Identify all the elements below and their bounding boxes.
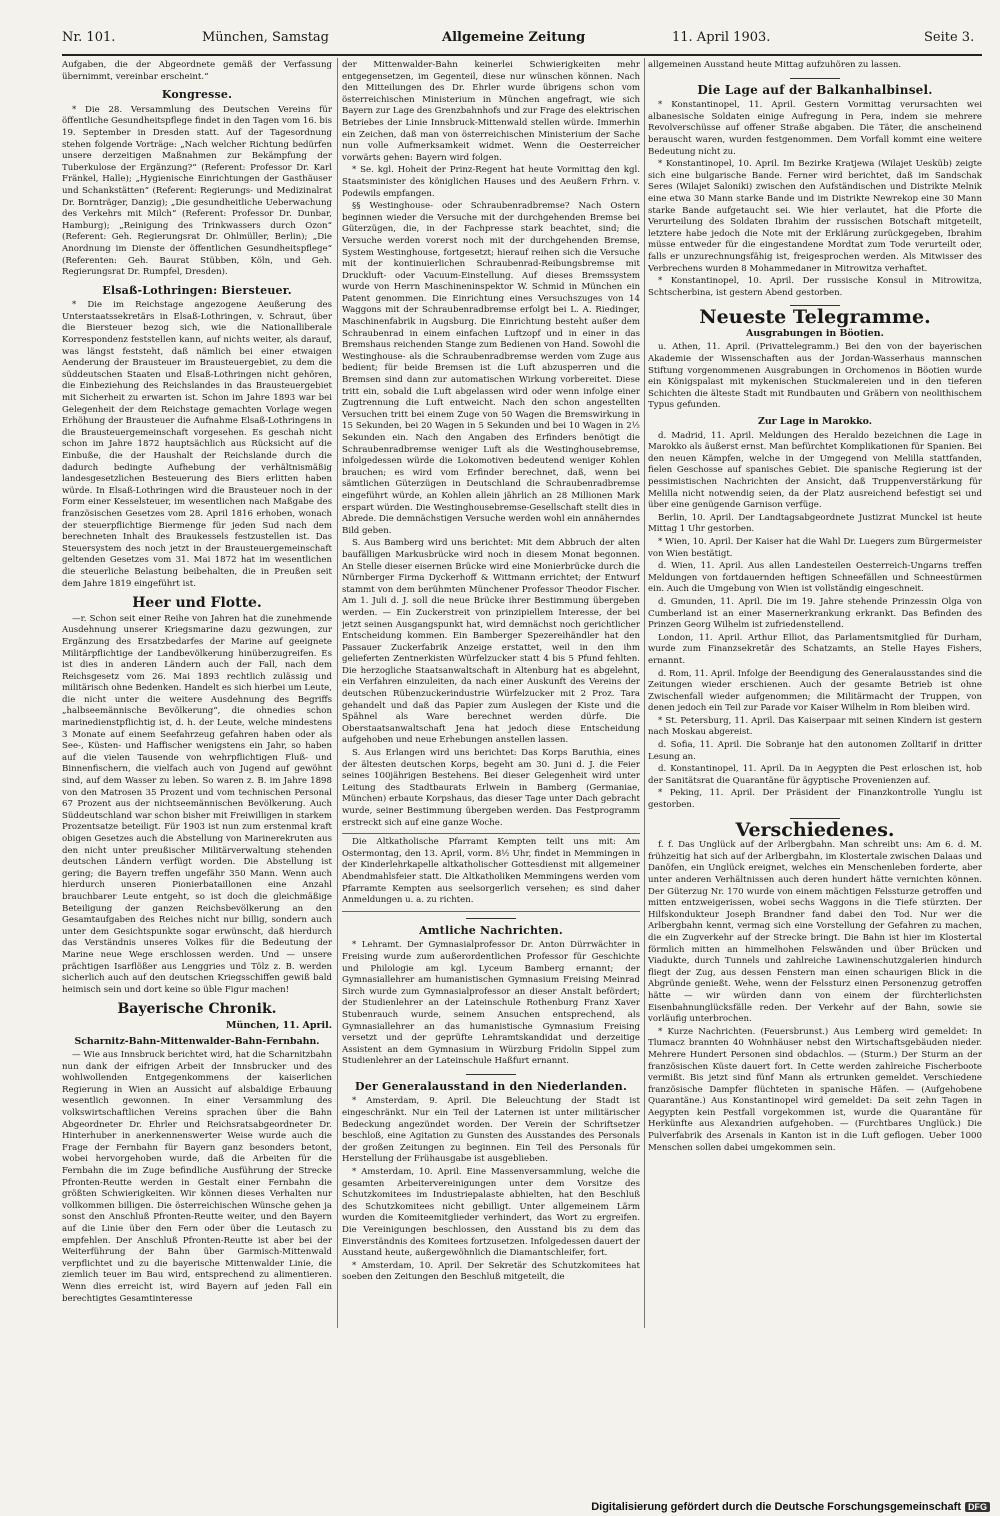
page-number: Seite 3.	[924, 30, 975, 45]
telegram-peking: * Peking, 11. April. Der Präsident der Finanzkontrolle Yunglu ist gestorben.	[648, 788, 982, 811]
column-2	[342, 60, 640, 1320]
heading-heer-flotte: Heer und Flotte.	[132, 595, 262, 612]
col2-continuation: der Mittenwalder-Bahn keinerlei Schwierigkeiten mehr entgegensetzen, im Gegenteil, diese nur wünschen können. Nach den Mitteilungen des Dr. Ehrler wurde übrigens schon vom österreichischen Ministerium in München angefragt, wie sich Bayern zur Lage des Grenzbahnhofs und zur Frage des elektrischen Betriebes der Linie Innsbruck-Mittenwald stellen würde. Immerhin ein Zeichen, daß man von österreichischen Ministerium der Sache nun volle Aufmerksamkeit widmet. Wenn die Oesterreicher vorwärts gehen: Bayern wird folgen.	[342, 60, 640, 163]
heading-amtliche-nachrichten: Amtliche Nachrichten.	[419, 923, 563, 937]
article-kongresse: * Die 28. Versammlung des Deutschen Vereins für öffentliche Gesundheitspflege findet in den Tagen vom 16. bis 19. September in Dresden statt. Auf der Tagesordnung stehen folgende Vorträge: „Nach welcher Richtung bedürfen unsere derzeitigen Maßnahmen zur Bekämpfung der Tuberkulose der Ergänzung?“ (Referent: Professor Dr. Karl Fränkel, Halle); „Hygienische Einrichtungen der Gasthäuser und Schankstätten“ (Referent: Regierungs- und Medizinalrat Dr. Bornträger, Danzig); „Die gesundheitliche Ueberwachung des Verkehrs mit Milch“ (Referent: Professor Dr. Dunbar, Hamburg); „Reinigung des Trinkwassers durch Ozon“ (Referent: Geh. Regierungsrat Dr. Ohlmüller, Berlin); „Die Anordnung im Dienste der öffentlichen Gesundheitspflege“ (Referenten: Geh. Baurat Stübben, Köln, und Geh. Regierungsrat Dr. Rumpfel, Dresden).	[62, 104, 332, 278]
telegram-wien-2: d. Wien, 11. April. Aus allen Landesteilen Oesterreich-Ungarns treffen Meldungen von fortdauernden heftigen Schneefällen und Schneestürmen ein. Auch die Umgebung von Wien ist vollständig eingeschneit.	[648, 561, 982, 595]
heading-elsass: Elsaß-Lothringen: Biersteuer.	[102, 283, 292, 297]
heading-verschiedenes: Verschiedenes.	[735, 818, 895, 841]
heading-generalausstand: Der Generalausstand in den Niederlanden.	[355, 1079, 627, 1093]
article-konstantinopel-3: * Konstantinopel, 10. April. Der russische Konsul in Mitrowitza, Schtscherbina, ist gestern Abend gestorben.	[648, 276, 982, 298]
article-prinzregent: * Se. kgl. Hoheit der Prinz-Regent hat heute Vormittag den kgl. Staatsminister des königlichen Hauses und des Aeußern Frhrn. v. Podewils empfangen.	[342, 165, 640, 199]
dfg-logo: DFG	[965, 1502, 990, 1512]
issue-number: Nr. 101.	[62, 30, 116, 45]
telegram-sofia: d. Sofia, 11. April. Die Sobranje hat den autonomen Zolltarif in dritter Lesung an.	[648, 740, 982, 762]
column-3	[648, 60, 982, 1320]
section-rule	[466, 918, 516, 919]
telegram-athen: u. Athen, 11. April. (Privattelegramm.) Bei den von der bayerischen Akademie der Wissenschaften aus der Jordan-Wasserhaus mannschen Stiftung vorgenommenen Ausgrabungen in Orchomenos in Böotien wurde ein Königspalast mit mykenischen Stuckmalereien und in den tieferen Schichten die älteste Stadt mit Rundbauten und Gräbern von neolithischem Typus gefunden.	[648, 342, 982, 411]
newspaper-title: Allgemeine Zeitung	[442, 30, 586, 45]
heading-balkan: Die Lage auf der Balkanhalbinsel.	[697, 82, 933, 97]
column-divider-1	[337, 58, 338, 1328]
heading-marokko: Zur Lage in Marokko.	[758, 416, 872, 428]
article-amsterdam-1: * Amsterdam, 9. April. Die Beleuchtung der Stadt ist eingeschränkt. Nur ein Teil der Laternen ist unter militärischer Bedeckung angezündet worden. Der Verein der Schriftsetzer beschloß, eine Agitation zu Gunsten des Ausstandes des Personals der großen Zeitungen zu beginnen. Ein Teil des Personals für Herstellung der Frühausgabe ist ausgeblieben.	[342, 1096, 640, 1165]
article-amsterdam-2: * Amsterdam, 10. April. Eine Massenversammlung, welche die gesamten Arbeitervereinigungen unter dem Vorsitze des Schutzkomitees im Industriepalaste abhielten, hat den Beschluß des Schutzkomitees nicht gebilligt. Unter allgemeinem Lärm wurden die Komiteemitglieder verhindert, das Wort zu ergreifen. Die Vereinigungen beschlossen, den Ausstand bis zu dem das Einverständnis des Komitees fortzusetzen. Infolgedessen dauert der Ausstand heute, außergewöhnlich die Diamantschleifer, fort.	[342, 1167, 640, 1259]
issue-date: 11. April 1903.	[672, 30, 771, 45]
telegram-madrid: d. Madrid, 11. April. Meldungen des Heraldo bezeichnen die Lage in Marokko als äußerst ernst. Man befürchtet Komplikationen für Spanien. Bei den neuen Kämpfen, welche in der Umgegend von Melilla stattfanden, fielen Geschosse auf spanisches Gebiet. Die spanische Regierung ist der pessimistischen Nachrichten der Ansicht, daß Truppenverstärkung für Melilla nicht notwendig seien, da der Platz ausreichend befestigt sei und über eine genügende Garnison verfüge.	[648, 430, 982, 511]
article-bamberg: S. Aus Bamberg wird uns berichtet: Mit dem Abbruch der alten baufälligen Markusbrücke wird noch in diesem Monat begonnen. An Stelle dieser eisernen Brücke wird eine Monierbrücke durch die Nürnberger Firma Dyckerhoff & Wittmann errichtet; der Entwurf stammt von dem berühmten Münchener Professor Theodor Fischer. Am 1. Juli d. J. soll die neue Brücke ihrer Bestimmung übergeben werden. — Ein Zuckerstreit von prinzipiellem Interesse, der bei jetzt seinen Ausgangspunkt hat, wird demnächst noch gerichtlicher Entscheidung kommen. Ein Bamberger Spezereihändler hat den Passauer Zuckerfabrik Anzeige erstattet, weil in den ihm gelieferten Zentnerkisten Würfelzucker statt 4 bis 5 Pfund fehlten. Die herzogliche Staatsanwaltschaft in Altenburg hat es abgelehnt, ein Verfahren einzuleiten, da nach einer Auskunft des Vereins der deutschen Rübenzuckerindustrie Würfelzucker mit 2 Proz. Tara gehandelt und daß das Papier zum Auslegen der Kiste und die Spähnel als Ware berechnet werden dürfe. Die Oberstaatsanwaltschaft Jena hat jedoch diese Entscheidung aufgehoben und neue Erhebungen anstellen lassen.	[342, 538, 640, 746]
telegram-rom: d. Rom, 11. April. Infolge der Beendigung des Generalausstandes sind die Zeitungen wieder erschienen. Auch der gesamte Betrieb ist ohne Zwischenfall wieder aufgenommen; die Militärmacht der Truppen, von denen jedoch ein Teil zur Parade vor Kaiser Wilhelm in Rom bleiben wird.	[648, 668, 982, 714]
article-konstantinopel-2: * Konstantinopel, 10. April. Im Bezirke Kratjewa (Wilajet Uesküb) zeigte sich eine bulgarische Bande. Ferner wird berichtet, daß im Sandschak Seres (Wilajet Saloniki) zwischen den Aufständischen und Distrikte Melnik eine etwa 30 Mann starke Bande und im Distrikte Newrekop eine 30 Mann starke Bande aufgetaucht sei. Wie hier verlautet, hat die Pforte die Verurteilung des Soldaten Ibrahim der russischen Botschaft mitgeteilt, letztere habe jedoch die Note mit der Erklärung zurückgegeben, Ibrahim müsse entweder für die eingestandene Mordtat zum Tode verurteilt oder, falls er unzurechnungsfähig ist, freigesprochen werden. Als Mitwisser des Verbrechens wurden 8 Mohammedaner in Mitrowitza verhaftet.	[648, 159, 982, 274]
footer-text: Digitalisierung gefördert durch die Deutsche Forschungsgemeinschaft	[591, 1501, 961, 1513]
article-scharnitz: — Wie aus Innsbruck berichtet wird, hat die Scharnitzbahn nun dank der eifrigen Arbeit der Innsbrucker und des wohlwollenden Entgegenkommens der kaiserlichen Regierung in Wien an Aussicht auf alsbaldige Erbauung wesentlich gewonnen. In einer Versammlung des volkswirtschaftlichen Vereins sprachen über die Bahn Abgeordneter Dr. Ehrler und Reichsratsabgeordneter Dr. Hinterhuber in anerkennenswerter Weise wurde auch die Frage der Fernbahn für Bayern ganz besonders betont, wobei hervorgehoben wurde, daß die Arbeiten für die Fernbahn die im Zuge befindliche Ausführung der Strecke Pfronten-Reutte werden in Gestalt einer Fernbahn die größten Schwierigkeiten. Wir können dieses Verhalten nur vollkommen billigen. Die österreichischen Wünsche gehen ja sonst den Anschluß Pfronten-Reutte weiter, und den Bayern auf die Linie über den Fern oder über die Leutasch zu empfehlen. Der Anschluß Pfronten-Reutte ist aber bei der Weiterführung der Bahn über Garmisch-Mittenwald verpflichtet und zu die bayerische Mittenwalder Linie, die ziemlich teuer im Bau wird, entsprechend zu alimentieren. Wenn dies erreicht ist, wird Bayern auf jeden Fall ein berechtigtes Gesamtinteresse	[62, 1050, 332, 1304]
heading-boeotien: Ausgrabungen in Böotien.	[746, 327, 884, 339]
heading-neueste-telegramme: Neueste Telegramme.	[699, 306, 931, 329]
place-date: München, Samstag	[202, 30, 329, 45]
article-lehramt: * Lehramt. Der Gymnasialprofessor Dr. Anton Dürrwächter in Freising wurde zum außerordentlichen Professor für Geschichte und Philologie am kgl. Lyceum Bamberg ernannt; der Gymnasiallehrer am humanistischen Gymnasium Freising Meinrad Sirch wurde zum Gymnasialprofessor an dieser Anstalt befördert; der Studienlehrer an der Lateinschule Rothenburg Franz Xaver Stubenrauch wurde, seinem Ansuchen entsprechend, als Gymnasiallehrer an das humanistische Gymnasium Freising versetzt und der geprüfte Lehramtskandidat und derzeitige Assistent an dem Gymnasium in Würzburg Fridolin Sippel zum Studienlehrer an der Lateinschule Haßfurt ernannt.	[342, 940, 640, 1067]
heading-kongresse: Kongresse.	[161, 88, 233, 102]
section-rule	[466, 1074, 516, 1075]
notice-kempten	[342, 833, 640, 912]
column-1	[62, 60, 332, 1320]
heading-bayerische-chronik: Bayerische Chronik.	[117, 1001, 277, 1018]
telegram-gmunden: d. Gmunden, 11. April. Die im 19. Jahre stehende Prinzessin Olga von Cumberland ist an einer Masernerkrankung erkrankt. Das Befinden des Prinzen Georg Wilhelm ist zufriedenstellend.	[648, 596, 982, 631]
notice-kempten-text: Die Altkatholische Pfarramt Kempten teilt uns mit: Am Ostermontag, den 13. April, vorm. 8½ Uhr, findet in Memmingen in der Kinderlehrkapelle altkatholischer Gottesdienst mit allgemeiner Abendmahlsfeier statt. Die Altkatholiken Memmingens werden vom Pfarramte Kempten aus seelsorgerlich versehen; es sind daher Anmeldungen u. a. zu richten.	[342, 837, 640, 906]
article-erlangen: S. Aus Erlangen wird uns berichtet: Das Korps Baruthia, eines der ältesten deutschen Korps, begeht am 30. Juni d. J. die Feier seines 100jährigen Bestehens. Bei dieser Gelegenheit wird unter Leitung des Stadtbaurats Erlwein in Bamberg (Germaniae, München) erbaute Korpshaus, das dieser Tage unter Dach gebracht wurde, seiner Bestimmung übergeben werden. Das Festprogramm erstreckt sich auf eine ganze Woche.	[342, 748, 640, 828]
article-westinghouse: §§ Westinghouse- oder Schraubenradbremse? Nach Ostern beginnen wieder die Versuche mit der durchgehenden Bremse bei Güterzügen, die, in der Fachpresse stark beachtet, sind; die Versuche werden vorerst noch mit der durchgehenden Bremse, System Westinghouse, fortgesetzt; hierauf reihen sich die Versuche mit der kontinuierlichen Schraubenrad-Reibungsbremse mit Druckluft- oder Vacuum-Einstellung. Auf dieses Bremssystem wurde von Herrn Maschineninspektor W. Schmid in München ein Patent genommen. Die Einrichtung eines Versuchszuges von 14 Waggons mit der Schraubenradbremse erfolgt bei L. A. Riedinger, Maschinenfabrik in Augsburg. Die Einrichtung besteht außer dem Schraubenrad in einem einfachen Luftzopf und in einer in das Bremshaus reichenden Stange zum Bedienen von Hand. Sowohl die Westinghouse- als die Schraubenradbremse werden vom Zuge aus bedient; für beide Bremsen ist die Luft abzusperren und die Bremsen sind dann zur automatischen Wirkung vorbereitet. Diese tritt ein, sobald die Luft abgelassen wird oder wenn infolge einer Zugtrennung die Luft entweicht. Nach den schon angestellten Versuchen tritt bei einem Zuge von 50 Wagen die Bremswirkung in 15 Sekunden, bei 20 Wagen in 5 Sekunden und bei 10 Wagen in 2½ Sekunden ein. Nach den Angaben des Erfinders benötigt die Schraubenradbremse weniger Luft als die Westinghousebremse, infolgedessen würde die Lokomotiven bedeutend weniger Kohlen brauchen; es wird vom Erfinder berechnet, daß, wenn bei sämtlichen Güterzügen in Deutschland die Schraubenradbremse eingeführt würde, an Kohlen allein jährlich an 28 Millionen Mark erspart würden. Die Westinghousebremse-Gesellschaft stellt dies in Abrede. Die demnächstigen Versuche werden wohl ein annäherndes Bild geben.	[342, 201, 640, 536]
article-heer-flotte: —r. Schon seit einer Reihe von Jahren hat die zunehmende Ausdehnung unserer Kriegsmarine dazu gezwungen, zur Ergänzung des Ersatzbedarfes der Marine auf geeignete Militärpflichtige der Landbevölkerung hinüberzugreifen. Es ist dies in anderen Ländern auch der Fall, nach dem Reichsgesetz vom 26. Mai 1893 rechtlich zulässig und militärisch ohne Bedenken. Handelt es sich hierbei um Leute, die nicht unter die weitere Ausdehnung des Begriffs „halbseemännische Bevölkerung“, die ohnedies schon marinedienstpflichtig ist, d. h. der Leute, welche mindestens 3 Monate auf einem Seefahrzeug gefahren haben oder als See-, Küsten- und Haffischer wenigstens ein Jahr, so haben auf die vielen Tausende von wehrpflichtigen Fluß- und Binnenfischern, die vielfach auch von Jugend auf gewöhnt sind, auf dem Wasser zu leben. So waren z. B. im Jahre 1898 von den Matrosen 35 Prozent und vom technischen Personal 67 Prozent aus der nichtseemännischen Bevölkerung. Auch Süddeutschland war schon bisher mit Freiwilligen in starkem Prozentsatze beteiligt. Für 1903 ist nun zum erstenmal kraft obigen Gesetzes auch die Abstellung von Marinerekruten aus den nicht unter preußischer Militärverwaltung stehenden deutschen Ländern verfügt worden. Die Abstellung ist gering; die Bayern treffen ungefähr 350 Mann. Wenn auch hierdurch unseren Pionierbataillonen eine Anzahl brauchbarer Leute entgeht, so ist doch die gleichmäßige Beteiligung der ganzen Reichsbevölkerung an den Gesamtaufgaben des Reiches nicht nur billig, sondern auch unter dem Gesichtspunkte sogar erwünscht, daß hierdurch das Verständnis unseres Volkes für die Bedeutung der Marine neue Wege erschlossen werden. Und — unsere prächtigen Isarflößer aus Lenggries und Tölz z. B. werden sicherlich auch auf den deutschen Kriegsschiffen gewiß bald heimisch sein und dort keine so üble Figur machen!	[62, 613, 332, 995]
dateline-muenchen: München, 11. April.	[226, 1019, 332, 1031]
col3-continuation: allgemeinen Ausstand heute Mittag aufzuhören zu lassen.	[648, 60, 902, 70]
article-konstantinopel-1: * Konstantinopel, 11. April. Gestern Vormittag verursachten wei albanesische Soldaten einige Aufregung in Pera, indem sie mehrere Revolverschüsse auf offener Straße abgaben. Die Täter, die anscheinend berauscht waren, wurden festgenommen. Dem Vorfall kommt eine weitere Bedeutung nicht zu.	[648, 100, 982, 157]
article-elsass: * Die im Reichstage angezogene Aeußerung des Unterstaatssekretärs in Elsaß-Lothringen, v. Schraut, über die Biersteuer bezog sich, wie die Nationalliberale Korrespondenz feststellen kann, auf nichts weiter, als darauf, was längst feststeht, daß nämlich bei einer etwaigen Aenderung der Brausteuer im Brausteuergebiet, zu dem die süddeutschen Staaten und Elsaß-Lothringen nicht gehören, die Einbeziehung des Reichslandes in das Brausteuergebiet mit Sicherheit zu erwarten ist. Schon im Jahre 1893 war bei Gelegenheit der dem Reichstage gemachten Vorlage wegen Erhöhung der Brausteuer die Aufnahme Elsaß-Lothringens in die Brausteuergemeinschaft vorgesehen. Es geschah nicht schon im Jahre 1872 hauptsächlich aus Rücksicht auf die Einbuße, die der Haushalt der Reichslande durch die dadurch bedingte Aufhebung der verhältnismäßig landesgesetzlichen Besteuerung des Biers erlitten haben würde. In Elsaß-Lothringen wird die Brausteuer noch in der Form einer Kesselsteuer, im wesentlichen nach Maßgabe des französischen Gesetzes vom 28. April 1816 erhoben, wonach der steuerpflichtige Biermenge für jeden Sud nach dem berechneten Inhalt des Braukessels festzustellen ist. Das Steuersystem des noch jetzt in der Brausteuergemeinschaft geltenden Gesetzes vom 31. Mai 1872 hat im wesentlichen die steuerliche Belastung beibehalten, die in Preußen seit dem Jahre 1819 eingeführt ist.	[62, 300, 332, 589]
article-arlbergbahn: f. f. Das Unglück auf der Arlbergbahn. Man schreibt uns: Am 6. d. M. frühzeitig hat sich auf der Arlbergbahn, im Klostertale zwischen Dalaas und Danöfen, ein Unglück ereignet, welches ein Menschenleben forderte, aber unter anderen Verhältnissen auch deren hundert hätte vernichten können. Der Güterzug Nr. 170 wurde von einem mächtigen Felssturze getroffen und mitten entzweigerissen, wobei sechs Waggons in die Tiefe stürzten. Der Hilfskondukteur Joseph Brandner fand dabei den Tod. Nur wer die Arlbergbahn kennt, vermag sich eine Vorstellung der Gefahren zu machen, die ein Zugverkehr auf der Strecke bringt. Die Bahn ist hier im Klostertal förmlich mitten an himmelhohen Felswänden und über Brücken und Viadukte, durch Tunnels und zahlreiche Lawinenschutzgalerien hindurch fliegt der Zug, aus dessen Fenstern man einen schaurigen Blick in die Abgründe genießt. Wehe, wenn der Felssturz einen Personenzug getroffen hätte — wir würden dann von einem der fürchterlichsten Eisenbahnunglücksfälle reden. Der Verkehr auf der Bahn, sowie sie vorläufig unterbrochen.	[648, 840, 982, 1025]
telegram-berlin: Berlin, 10. April. Der Landtagsabgeordnete Justizrat Munckel ist heute Mittag 1 Uhr gestorben.	[648, 512, 982, 535]
col1-intro: Aufgaben, die der Abgeordnete gemäß der Verfassung übernimmt, vereinbar erscheint.“	[62, 60, 332, 82]
telegram-konstantinopel: d. Konstantinopel, 11. April. Da in Aegypten die Pest erloschen ist, hob der Sanitätsrat die Quarantäne für ägyptische Provenienzen auf.	[648, 764, 982, 786]
heading-scharnitz: Scharnitz-Bahn-Mittenwalder-Bahn-Fernbahn.	[74, 1035, 320, 1047]
section-rule	[790, 78, 840, 79]
telegram-london: London, 11. April. Arthur Elliot, das Parlamentsmitglied für Durham, wurde zum Finanzsekretär des Schatzamts, an Stelle Hayes Fishers, ernannt.	[648, 632, 982, 666]
article-kurze-nachrichten: * Kurze Nachrichten. (Feuersbrunst.) Aus Lemberg wird gemeldet: In Tlumacz brannten 40 Wohnhäuser nebst den Wirtschaftsgebäuden nieder. Mehrere Hundert Personen sind obdachlos. — (Sturm.) Der Sturm an der französischen Küste dauert fort. In Cette werden zahlreiche Fischerboote vermißt. Bis jetzt sind fünf Mann als ertrunken gemeldet. Verschiedene französische Dampfer flüchteten in spanische Häfen. — (Aufgehobene Quarantäne.) Aus Konstantinopel wird gemeldet: Da seit zehn Tagen in Aegypten kein Pestfall vorgekommen ist, wurde die Quarantäne für Herkünfte aus Alexandrien aufgehoben. — (Furchtbares Unglück.) Die Pulverfabrik des Arsenals in Kanton ist in die Luft geflogen. Ueber 1000 Menschen sollen dabei umgekommen sein.	[648, 1026, 982, 1153]
digitization-footer	[570, 1501, 990, 1516]
header-rule	[62, 54, 982, 56]
article-amsterdam-3: * Amsterdam, 10. April. Der Sekretär des Schutzkomitees hat soeben den Zeitungen den Beschluß mitgeteilt, die	[342, 1260, 640, 1283]
telegram-wien-1: * Wien, 10. April. Der Kaiser hat die Wahl Dr. Luegers zum Bürgermeister von Wien bestätigt.	[648, 536, 982, 559]
telegram-petersburg: * St. Petersburg, 11. April. Das Kaiserpaar mit seinen Kindern ist gestern nach Moskau abgereist.	[648, 715, 982, 738]
page-header	[62, 30, 982, 52]
column-divider-2	[644, 58, 645, 1328]
